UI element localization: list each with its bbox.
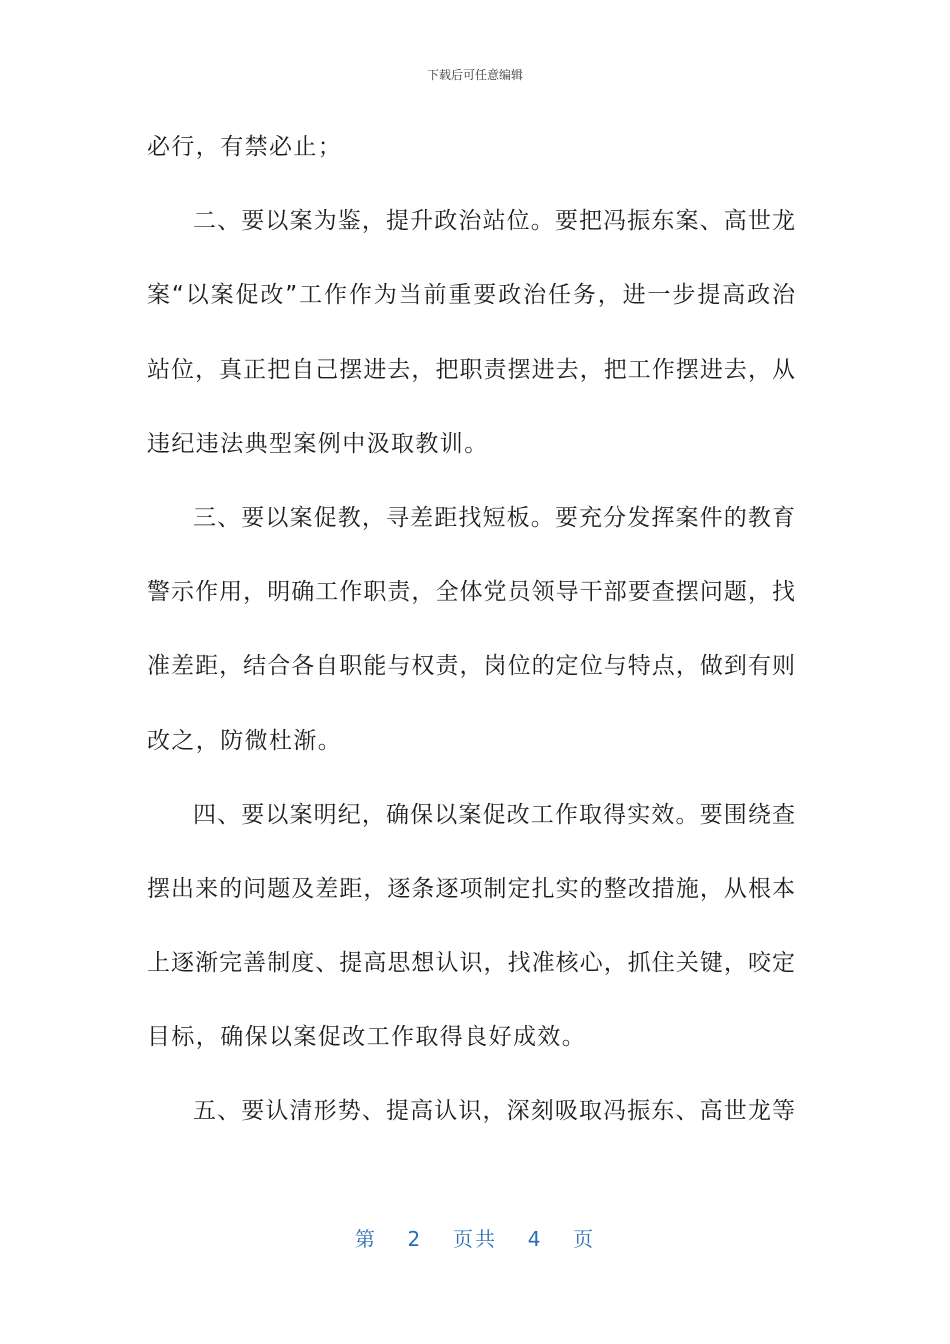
page-middle-text: 页共 bbox=[453, 1227, 497, 1251]
page-number-footer bbox=[0, 1225, 950, 1253]
page-suffix: 页 bbox=[573, 1227, 596, 1251]
text-line: 三、要以案促教，寻差距找短板。要充分发挥案件的教育 bbox=[193, 504, 795, 531]
text-line: 站位，真正把自己摆进去，把职责摆进去，把工作摆进去，从 bbox=[147, 356, 795, 383]
page-prefix: 第 bbox=[354, 1227, 377, 1251]
text-line: 上逐渐完善制度、提高思想认识，找准核心，抓住关键，咬定 bbox=[147, 950, 795, 977]
total-pages-number: 4 bbox=[527, 1227, 543, 1251]
text-line: 准差距，结合各自职能与权责，岗位的定位与特点，做到有则 bbox=[147, 653, 795, 680]
current-page-number: 2 bbox=[407, 1227, 423, 1251]
text-line: 四、要以案明纪，确保以案促改工作取得实效。要围绕查 bbox=[193, 801, 795, 828]
page-header: 下载后可任意编辑 bbox=[426, 68, 523, 82]
text-line: 违纪违法典型案例中汲取教训。 bbox=[147, 430, 489, 457]
text-line: 目标，确保以案促改工作取得良好成效。 bbox=[147, 1024, 587, 1051]
text-line: 必行，有禁必止； bbox=[147, 134, 343, 160]
text-line: 案“以案促改”工作作为当前重要政治任务，进一步提高政治 bbox=[147, 282, 795, 309]
text-line: 五、要认清形势、提高认识，深刻吸取冯振东、高世龙等 bbox=[193, 1098, 795, 1125]
text-line: 警示作用，明确工作职责，全体党员领导干部要查摆问题，找 bbox=[147, 579, 795, 606]
text-line: 二、要以案为鉴，提升政治站位。要把冯振东案、高世龙 bbox=[193, 208, 795, 235]
text-line: 摆出来的问题及差距，逐条逐项制定扎实的整改措施，从根本 bbox=[147, 875, 795, 902]
text-line: 改之，防微杜渐。 bbox=[147, 727, 343, 754]
document-body bbox=[147, 123, 795, 1162]
